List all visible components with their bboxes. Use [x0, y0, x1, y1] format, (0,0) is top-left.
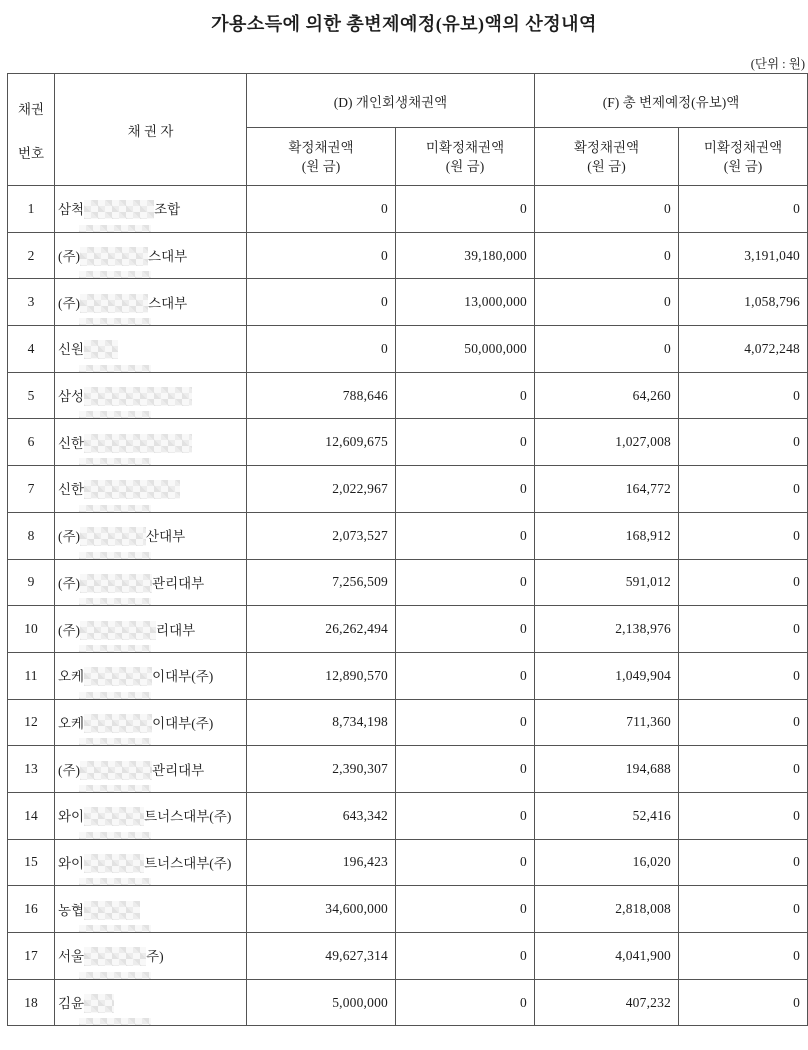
creditor-name — [58, 623, 195, 638]
table-row — [8, 512, 808, 559]
header-group-f: (F) 총 변제예정(유보)액 — [535, 74, 808, 128]
f-unconfirmed-amount: 0 — [679, 419, 808, 466]
header-f-confirmed-principal: (원 금) — [587, 158, 626, 174]
creditor-name-prefix: (주) — [58, 529, 81, 545]
table-row — [8, 559, 808, 606]
redaction-strip — [79, 598, 151, 606]
creditor-name-prefix: (주) — [58, 622, 81, 638]
f-confirmed-amount: 0 — [535, 279, 679, 326]
table-row — [8, 372, 808, 419]
f-confirmed-amount: 407,232 — [535, 979, 679, 1026]
creditor-name-cell — [55, 839, 247, 886]
creditor-name-cell — [55, 606, 247, 653]
f-confirmed-amount: 2,818,008 — [535, 886, 679, 933]
creditor-name — [58, 576, 204, 591]
f-unconfirmed-amount: 0 — [679, 652, 808, 699]
d-confirmed-amount: 0 — [247, 279, 396, 326]
header-d-unconfirmed-principal: (원 금) — [445, 158, 485, 174]
redaction-strip — [79, 785, 151, 793]
creditor-name-cell — [55, 933, 247, 980]
creditor-name — [58, 809, 231, 824]
claim-number: 1 — [8, 186, 55, 233]
claim-number: 9 — [8, 559, 55, 606]
creditor-name-cell — [55, 279, 247, 326]
creditor-name — [58, 903, 140, 918]
d-unconfirmed-amount: 0 — [396, 699, 535, 746]
d-unconfirmed-amount: 0 — [396, 886, 535, 933]
claim-number: 15 — [8, 839, 55, 886]
d-confirmed-amount: 788,646 — [247, 372, 396, 419]
f-unconfirmed-amount: 0 — [679, 979, 808, 1026]
d-confirmed-amount: 2,022,967 — [247, 466, 396, 513]
redaction-strip — [79, 225, 151, 233]
table-row — [8, 652, 808, 699]
creditor-name — [58, 296, 187, 311]
redaction-mosaic — [80, 574, 152, 593]
f-confirmed-amount: 711,360 — [535, 699, 679, 746]
f-confirmed-amount: 194,688 — [535, 746, 679, 793]
f-unconfirmed-amount: 0 — [679, 839, 808, 886]
d-confirmed-amount: 49,627,314 — [247, 933, 396, 980]
creditor-name-suffix: 주) — [146, 949, 164, 965]
d-unconfirmed-amount: 0 — [396, 933, 535, 980]
creditor-name — [58, 202, 180, 217]
claim-number: 18 — [8, 979, 55, 1026]
redaction-mosaic — [84, 714, 152, 733]
creditor-name — [58, 856, 231, 871]
creditor-name-suffix: 이대부(주) — [152, 669, 214, 685]
creditor-name — [58, 949, 164, 964]
creditor-name-prefix: 신한 — [58, 482, 85, 498]
d-unconfirmed-amount: 0 — [396, 372, 535, 419]
f-confirmed-amount: 64,260 — [535, 372, 679, 419]
header-d-confirmed-label: 확정채권액 — [288, 139, 354, 155]
creditor-name-prefix: 서울 — [58, 949, 85, 965]
f-confirmed-amount: 0 — [535, 186, 679, 233]
d-unconfirmed-amount: 39,180,000 — [396, 232, 535, 279]
creditor-name-cell — [55, 372, 247, 419]
creditor-name-suffix: 트너스대부(주) — [144, 809, 232, 825]
d-confirmed-amount: 7,256,509 — [247, 559, 396, 606]
unit-label: (단위 : 원) — [750, 57, 805, 71]
creditor-name-cell — [55, 186, 247, 233]
creditor-name-suffix: 스대부 — [148, 295, 188, 311]
creditor-name-suffix: 스대부 — [148, 249, 188, 265]
table-row — [8, 419, 808, 466]
creditor-name — [58, 342, 118, 357]
f-confirmed-amount: 1,049,904 — [535, 652, 679, 699]
redaction-mosaic — [84, 387, 192, 406]
d-confirmed-amount: 196,423 — [247, 839, 396, 886]
d-confirmed-amount: 2,390,307 — [247, 746, 396, 793]
creditor-name-prefix: (주) — [58, 295, 81, 311]
redaction-mosaic — [84, 901, 140, 920]
creditor-name-suffix: 트너스대부(주) — [144, 855, 232, 871]
header-f-unconfirmed — [679, 128, 808, 186]
claim-number: 11 — [8, 652, 55, 699]
f-unconfirmed-amount: 0 — [679, 512, 808, 559]
creditor-name — [58, 389, 192, 404]
creditor-name-prefix: (주) — [58, 575, 81, 591]
redaction-strip — [79, 411, 151, 419]
d-unconfirmed-amount: 0 — [396, 512, 535, 559]
claim-number: 6 — [8, 419, 55, 466]
table-row — [8, 279, 808, 326]
d-confirmed-amount: 34,600,000 — [247, 886, 396, 933]
d-unconfirmed-amount: 0 — [396, 606, 535, 653]
redaction-strip — [79, 318, 151, 326]
d-confirmed-amount: 12,609,675 — [247, 419, 396, 466]
creditor-name-prefix: (주) — [58, 762, 81, 778]
redaction-mosaic — [84, 340, 118, 359]
d-unconfirmed-amount: 0 — [396, 839, 535, 886]
f-unconfirmed-amount: 0 — [679, 746, 808, 793]
creditor-name-suffix: 관리대부 — [152, 762, 205, 778]
f-unconfirmed-amount: 0 — [679, 886, 808, 933]
f-confirmed-amount: 0 — [535, 232, 679, 279]
redaction-strip — [79, 552, 151, 560]
creditor-name-prefix: 삼성 — [58, 389, 85, 405]
header-d-confirmed — [247, 128, 396, 186]
redaction-mosaic — [80, 527, 146, 546]
f-confirmed-amount: 2,138,976 — [535, 606, 679, 653]
header-f-confirmed-label: 확정채권액 — [573, 139, 640, 155]
creditor-name-suffix: 산대부 — [146, 529, 186, 545]
creditor-name-prefix: 삼척 — [58, 202, 85, 218]
creditor-name-suffix: 리대부 — [156, 622, 196, 638]
f-unconfirmed-amount: 3,191,040 — [679, 232, 808, 279]
page-title: 가용소득에 의한 총변제예정(유보)액의 산정내역 — [211, 14, 597, 34]
creditor-name-cell — [55, 512, 247, 559]
creditor-name — [58, 669, 213, 684]
d-unconfirmed-amount: 0 — [396, 419, 535, 466]
table-row — [8, 606, 808, 653]
f-unconfirmed-amount: 0 — [679, 606, 808, 653]
creditor-name — [58, 482, 180, 497]
table-row — [8, 886, 808, 933]
creditor-name — [58, 529, 185, 544]
redaction-mosaic — [84, 434, 192, 453]
header-group-d: (D) 개인회생채권액 — [247, 74, 535, 128]
redaction-mosaic — [80, 294, 148, 313]
redaction-mosaic — [84, 854, 144, 873]
redaction-mosaic — [80, 247, 148, 266]
table-row — [8, 326, 808, 373]
table-row — [8, 933, 808, 980]
table-row — [8, 186, 808, 233]
table-row — [8, 699, 808, 746]
f-unconfirmed-amount: 0 — [679, 933, 808, 980]
creditor-name — [58, 716, 213, 731]
redaction-strip — [79, 645, 151, 653]
redaction-mosaic — [80, 761, 152, 780]
header-claim-number — [8, 74, 55, 186]
claim-number: 10 — [8, 606, 55, 653]
creditor-name-prefix: 신원 — [58, 342, 85, 358]
creditor-name-suffix: 조합 — [154, 202, 181, 218]
d-unconfirmed-amount: 0 — [396, 466, 535, 513]
claim-number: 8 — [8, 512, 55, 559]
table-body — [8, 186, 808, 1026]
f-unconfirmed-amount: 4,072,248 — [679, 326, 808, 373]
f-confirmed-amount: 0 — [535, 326, 679, 373]
d-confirmed-amount: 0 — [247, 186, 396, 233]
header-d-confirmed-principal: (원 금) — [301, 158, 341, 174]
creditor-name-prefix: 농협 — [58, 902, 85, 918]
table-row — [8, 746, 808, 793]
redaction-mosaic — [80, 621, 156, 640]
header-f-confirmed — [535, 128, 679, 186]
header-f-unconfirmed-principal: (원 금) — [723, 158, 763, 174]
creditor-name-prefix: 신한 — [58, 435, 85, 451]
d-confirmed-amount: 5,000,000 — [247, 979, 396, 1026]
creditor-name-cell — [55, 746, 247, 793]
creditor-name-prefix: 와이 — [58, 809, 85, 825]
table-row — [8, 466, 808, 513]
d-unconfirmed-amount: 0 — [396, 979, 535, 1026]
d-confirmed-amount: 0 — [247, 232, 396, 279]
d-unconfirmed-amount: 0 — [396, 746, 535, 793]
table-row — [8, 792, 808, 839]
f-unconfirmed-amount: 0 — [679, 699, 808, 746]
document-body — [7, 57, 807, 1026]
header-d-unconfirmed — [396, 128, 535, 186]
header-f-unconfirmed-label: 미확정채권액 — [703, 139, 783, 155]
creditor-name-prefix: 오케 — [58, 715, 85, 731]
repayment-calculation-table — [7, 73, 808, 1026]
redaction-strip — [79, 878, 151, 886]
f-confirmed-amount: 164,772 — [535, 466, 679, 513]
creditor-name-cell — [55, 886, 247, 933]
f-unconfirmed-amount: 0 — [679, 792, 808, 839]
claim-number: 12 — [8, 699, 55, 746]
header-creditor: 채 권 자 — [55, 74, 247, 186]
creditor-name-prefix: 김윤 — [58, 996, 85, 1012]
redaction-strip — [79, 505, 151, 513]
claim-number: 2 — [8, 232, 55, 279]
d-confirmed-amount: 643,342 — [247, 792, 396, 839]
table-row — [8, 979, 808, 1026]
creditor-name-prefix: 와이 — [58, 855, 85, 871]
f-confirmed-amount: 4,041,900 — [535, 933, 679, 980]
redaction-strip — [79, 925, 151, 933]
redaction-strip — [79, 271, 151, 279]
creditor-name-cell — [55, 652, 247, 699]
redaction-mosaic — [84, 994, 114, 1013]
redaction-strip — [79, 1018, 151, 1026]
d-confirmed-amount: 8,734,198 — [247, 699, 396, 746]
claim-number: 13 — [8, 746, 55, 793]
redaction-strip — [79, 458, 151, 466]
creditor-name-cell — [55, 326, 247, 373]
d-unconfirmed-amount: 0 — [396, 792, 535, 839]
d-unconfirmed-amount: 0 — [396, 186, 535, 233]
claim-number: 7 — [8, 466, 55, 513]
redaction-mosaic — [84, 807, 144, 826]
creditor-name — [58, 996, 114, 1011]
f-confirmed-amount: 1,027,008 — [535, 419, 679, 466]
d-unconfirmed-amount: 50,000,000 — [396, 326, 535, 373]
d-unconfirmed-amount: 0 — [396, 559, 535, 606]
table-row — [8, 232, 808, 279]
d-confirmed-amount: 12,890,570 — [247, 652, 396, 699]
creditor-name-cell — [55, 559, 247, 606]
header-d-unconfirmed-label: 미확정채권액 — [425, 139, 505, 155]
redaction-strip — [79, 832, 151, 840]
redaction-strip — [79, 365, 151, 373]
creditor-name-suffix: 관리대부 — [152, 575, 205, 591]
f-unconfirmed-amount: 0 — [679, 559, 808, 606]
f-unconfirmed-amount: 0 — [679, 372, 808, 419]
header-group-row — [8, 74, 808, 128]
claim-number: 16 — [8, 886, 55, 933]
creditor-name-suffix: 이대부(주) — [152, 715, 214, 731]
redaction-mosaic — [84, 947, 146, 966]
redaction-mosaic — [84, 667, 152, 686]
redaction-mosaic — [84, 200, 154, 219]
d-unconfirmed-amount: 13,000,000 — [396, 279, 535, 326]
creditor-name — [58, 436, 192, 451]
claim-number: 3 — [8, 279, 55, 326]
creditor-name — [58, 249, 187, 264]
creditor-name-cell — [55, 232, 247, 279]
f-confirmed-amount: 52,416 — [535, 792, 679, 839]
creditor-name-prefix: (주) — [58, 249, 81, 265]
creditor-name-cell — [55, 792, 247, 839]
f-confirmed-amount: 16,020 — [535, 839, 679, 886]
d-confirmed-amount: 2,073,527 — [247, 512, 396, 559]
d-unconfirmed-amount: 0 — [396, 652, 535, 699]
f-unconfirmed-amount: 1,058,796 — [679, 279, 808, 326]
creditor-name-cell — [55, 979, 247, 1026]
d-confirmed-amount: 0 — [247, 326, 396, 373]
table-header — [8, 74, 808, 186]
creditor-name-cell — [55, 419, 247, 466]
table-row — [8, 839, 808, 886]
redaction-mosaic — [84, 480, 180, 499]
claim-number: 17 — [8, 933, 55, 980]
redaction-strip — [79, 972, 151, 980]
claim-number: 14 — [8, 792, 55, 839]
creditor-name-prefix: 오케 — [58, 669, 85, 685]
creditor-name-cell — [55, 466, 247, 513]
d-confirmed-amount: 26,262,494 — [247, 606, 396, 653]
header-claim-number-line2: 번호 — [17, 145, 45, 161]
creditor-name-cell — [55, 699, 247, 746]
claim-number: 5 — [8, 372, 55, 419]
f-unconfirmed-amount: 0 — [679, 186, 808, 233]
claim-number: 4 — [8, 326, 55, 373]
redaction-strip — [79, 738, 151, 746]
creditor-name — [58, 763, 204, 778]
header-claim-number-line1: 채권 — [17, 101, 45, 117]
f-unconfirmed-amount: 0 — [679, 466, 808, 513]
f-confirmed-amount: 168,912 — [535, 512, 679, 559]
redaction-strip — [79, 692, 151, 700]
f-confirmed-amount: 591,012 — [535, 559, 679, 606]
